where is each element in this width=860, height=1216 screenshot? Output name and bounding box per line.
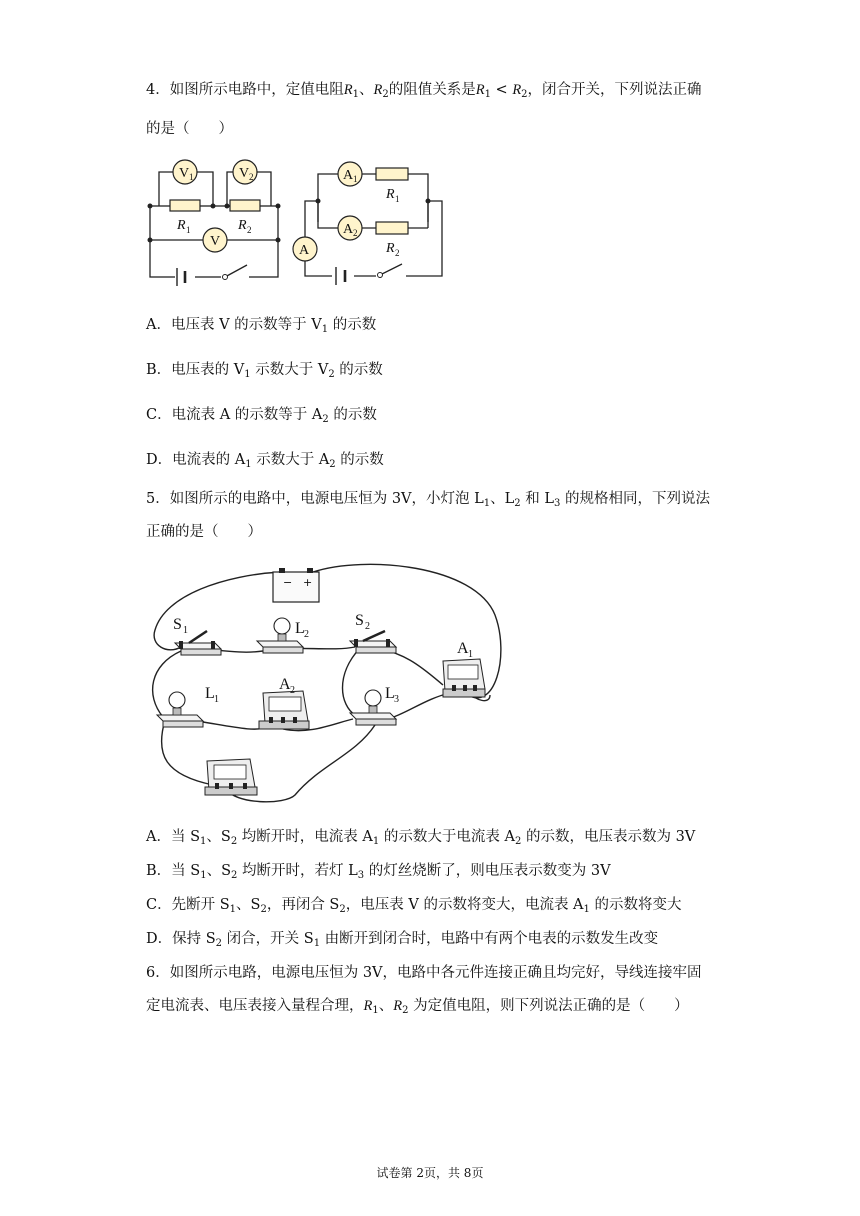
- q6-stem-line1: 6．如图所示电路，电源电压恒为 3V，电路中各元件连接正确且均完好，导线连接牢固: [146, 965, 702, 981]
- q5-option-b[interactable]: B．当 $S_1$、$S_2$ 均断开时，若灯 $L_3$ 的灯丝烧断了，则电压表示数变为 3V: [146, 863, 611, 881]
- q5-l1-label: L: [205, 685, 215, 702]
- svg-text:2: 2: [247, 225, 252, 235]
- q5-l3-label: L: [385, 685, 395, 702]
- q4-a1-label: A: [343, 168, 354, 183]
- switch-s1-icon: [175, 631, 221, 655]
- q4-option-d[interactable]: D．电流表的 $A_1$ 示数大于 $A_2$ 的示数: [146, 452, 384, 470]
- svg-text:1: 1: [395, 194, 400, 204]
- q4-option-c[interactable]: C．电流表 A 的示数等于 $A_2$ 的示数: [146, 407, 377, 425]
- q5-stem-line2: 正确的是（ ）: [146, 524, 262, 540]
- svg-text:−: −: [283, 576, 293, 589]
- q4-r2-label: R: [238, 218, 247, 233]
- q5-stem-line1: 5．如图所示的电路中，电源电压恒为 3V，小灯泡 $L_1$、$L_2$ 和 $L_3$ 的规格相同，下列说法: [146, 491, 711, 509]
- q4-a-label: A: [299, 243, 310, 258]
- svg-text:2: 2: [304, 629, 309, 640]
- q5-option-c[interactable]: C．先断开 $S_1$、$S_2$，再闭合 $S_2$，电压表 V 的示数将变大，电流表 $A_1$ 的示数将变大: [146, 897, 682, 915]
- q5-l2-label: L: [295, 620, 305, 637]
- q4-option-a[interactable]: A．电压表 V 的示数等于 $V_1$ 的示数: [146, 317, 377, 335]
- bulb-l1-icon: [157, 692, 203, 727]
- q4-figure-series-circuit: [145, 152, 285, 287]
- svg-text:3: 3: [394, 694, 399, 705]
- switch-s2-icon: [350, 631, 396, 653]
- q4-r1-label: R: [386, 187, 395, 202]
- q4-v1-label: V: [179, 166, 190, 181]
- q4-stem-line1: 4．如图所示电路中，定值电阻$R_1$、$R_2$的阻值关系是$R_1 < R_2$，闭合开关，下列说法正确: [146, 82, 702, 100]
- page-footer: 试卷第 2页，共 8页: [376, 1166, 484, 1180]
- q4-v2-label: V: [239, 166, 250, 181]
- q4-stem-line2: 的是（ ）: [146, 121, 233, 137]
- svg-text:2: 2: [353, 228, 358, 238]
- voltmeter-icon: [205, 759, 257, 795]
- q4-a2-label: A: [343, 222, 354, 237]
- ammeter-a1-icon: [443, 659, 485, 697]
- svg-text:1: 1: [353, 174, 358, 184]
- svg-text:1: 1: [214, 694, 219, 705]
- q5-figure-physical-circuit: [145, 555, 515, 815]
- q4-option-b[interactable]: B．电压表的 $V_1$ 示数大于 $V_2$ 的示数: [146, 362, 383, 380]
- q5-option-a[interactable]: A．当 $S_1$、$S_2$ 均断开时，电流表 $A_1$ 的示数大于电流表 $A_2$ 的示数，电压表示数为 3V: [146, 829, 696, 847]
- q5-option-d[interactable]: D．保持 $S_2$ 闭合，开关 $S_1$ 由断开到闭合时，电路中有两个电表的示数发生改变: [146, 931, 659, 949]
- q5-a1-label: A: [457, 640, 469, 657]
- svg-text:1: 1: [468, 649, 473, 660]
- svg-text:2: 2: [395, 248, 400, 258]
- svg-text:1: 1: [189, 172, 194, 182]
- svg-text:+: +: [303, 576, 313, 589]
- svg-text:2: 2: [249, 172, 254, 182]
- svg-text:1: 1: [186, 225, 191, 235]
- svg-text:2: 2: [365, 621, 370, 632]
- q4-v-label: V: [210, 234, 221, 249]
- svg-text:1: 1: [183, 625, 188, 636]
- q5-a2-label: A: [279, 676, 291, 693]
- q6-stem-line2: 定电流表、电压表接入量程合理，$R_1$、$R_2$ 为定值电阻，则下列说法正确的是（ ）: [146, 998, 689, 1016]
- q5-s1-label: S: [173, 616, 182, 633]
- q4-r1-label: R: [177, 218, 186, 233]
- q5-s2-label: S: [355, 612, 364, 629]
- ammeter-a2-icon: [259, 691, 309, 729]
- q4-figure-parallel-circuit: [290, 158, 450, 283]
- svg-text:2: 2: [290, 685, 295, 696]
- q4-r2-label: R: [386, 241, 395, 256]
- battery-icon: [273, 568, 319, 602]
